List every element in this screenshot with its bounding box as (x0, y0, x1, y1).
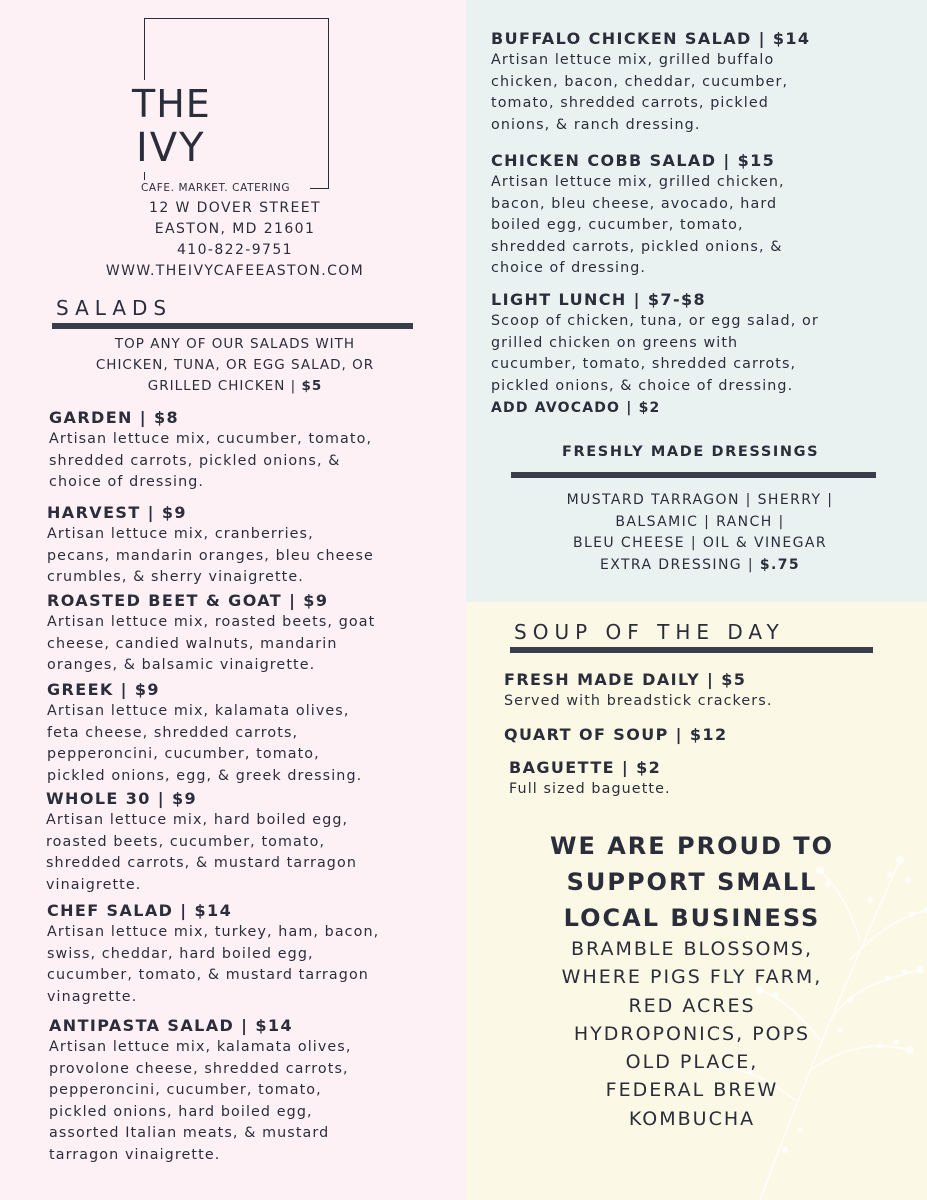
desc-line: boiled egg, cucumber, tomato, (491, 217, 744, 234)
partner-line: FEDERAL BREW (605, 1079, 779, 1102)
desc-line: vinaigrette. (46, 876, 142, 893)
menu-item-harvest (47, 502, 374, 589)
desc-line: Scoop of chicken, tuna, or egg salad, or (491, 313, 819, 329)
desc-line: pickled onions, egg, & greek dressing. (47, 767, 363, 784)
desc-line: shredded carrots, & mustard tarragon (46, 855, 357, 872)
desc-line: shredded carrots, pickled onions, & (491, 238, 783, 255)
desc-line: roasted beets, cucumber, tomato, (46, 833, 326, 850)
desc-line: Artisan lettuce mix, roasted beets, goat (47, 614, 376, 630)
desc-line: Artisan lettuce mix, kalamata olives, (47, 703, 350, 719)
menu-item-greek (47, 679, 362, 787)
partner-line: HYDROPONICS, POPS (573, 1022, 811, 1045)
desc-line: provolone cheese, shredded carrots, (49, 1060, 349, 1077)
item-name: CHICKEN COBB SALAD | $15 (491, 151, 776, 170)
address-phone: 410-822-9751 (177, 242, 293, 258)
desc-line: cucumber, tomato, shredded carrots, (491, 356, 797, 373)
desc-line: Artisan lettuce mix, kalamata olives, (49, 1039, 352, 1055)
dressing-extra (540, 555, 860, 577)
menu-item-quart-of-soup (504, 724, 728, 746)
desc-line: assorted Italian meats, & mustard (49, 1125, 330, 1142)
desc-line: crumbles, & sherry vinaigrette. (47, 569, 304, 586)
desc-line: pecans, mandarin oranges, bleu cheese (47, 547, 374, 564)
desc-line: vinagrette. (47, 988, 138, 1005)
dressing-line: BLEU CHEESE | OIL & VINEGAR (572, 535, 828, 551)
note-line: CHICKEN, TUNA, OR EGG SALAD, OR (95, 357, 375, 373)
note-price: $5 (301, 378, 323, 394)
desc-line: feta cheese, shredded carrots, (47, 724, 299, 741)
desc-line: chicken, bacon, cheddar, cucumber, (491, 73, 789, 90)
desc-line: oranges, & balsamic vinaigrette. (47, 657, 316, 674)
headline-line: LOCAL BUSINESS (563, 904, 821, 932)
logo-ivy: IVY (136, 125, 206, 171)
desc-line: pepperoncini, cucumber, tomato, (49, 1082, 322, 1099)
add-avocado: ADD AVOCADO | $2 (491, 400, 661, 417)
desc-line: onions, & ranch dressing. (491, 116, 701, 133)
address-website: WWW.THEIVYCAFEEASTON.COM (105, 263, 365, 279)
item-desc (49, 1037, 352, 1167)
dressing-extra-label: EXTRA DRESSING | (599, 556, 760, 573)
desc-line: grilled chicken on greens with (491, 334, 739, 351)
menu-item-antipasta-salad (49, 1015, 352, 1167)
item-name: FRESH MADE DAILY | $5 (504, 670, 747, 689)
menu-item-baguette (509, 757, 671, 801)
menu-item-fresh-made-daily (504, 669, 772, 713)
salads-rule (52, 323, 413, 329)
desc-line: pickled onions, & choice of dressing. (491, 377, 794, 394)
note-line-text: GRILLED CHICKEN | (147, 378, 302, 394)
partner-line: WHERE PIGS FLY FARM, (561, 966, 823, 989)
item-name: QUART OF SOUP | $12 (504, 725, 728, 744)
desc-line: pepperoncini, cucumber, tomato, (47, 746, 320, 763)
item-desc (47, 612, 375, 677)
salads-topping-note (40, 334, 430, 397)
note-line: TOP ANY OF OUR SALADS WITH (114, 336, 356, 352)
item-desc: Served with breadstick crackers. (504, 693, 773, 709)
partners-list (520, 935, 864, 1133)
item-desc (491, 172, 785, 280)
item-desc (491, 50, 810, 136)
menu-item-light-lunch (491, 289, 819, 419)
item-name: HARVEST | $9 (47, 503, 187, 522)
desc-line: Artisan lettuce mix, turkey, ham, bacon, (47, 924, 380, 940)
desc-line: Artisan lettuce mix, grilled buffalo (491, 52, 775, 68)
item-desc (47, 701, 362, 787)
partner-line: OLD PLACE, (625, 1051, 759, 1074)
menu-item-roasted-beet (47, 590, 375, 677)
item-desc (47, 524, 374, 589)
dressings-list (540, 490, 860, 576)
desc-line: Artisan lettuce mix, cucumber, tomato, (49, 431, 373, 447)
desc-line: pickled onions, hard boiled egg, (49, 1103, 313, 1120)
dressings-title: FRESHLY MADE DRESSINGS (562, 444, 820, 460)
logo-the: THE (132, 82, 211, 126)
dressing-line: BALSAMIC | RANCH | (615, 513, 785, 530)
dressing-extra-price: $.75 (759, 556, 801, 573)
item-desc (46, 810, 357, 896)
item-desc (47, 922, 379, 1008)
headline-line: WE ARE PROUD TO (549, 832, 835, 860)
desc-line: cheese, candied walnuts, mandarin (47, 635, 338, 652)
item-desc (49, 429, 372, 494)
desc-line: Artisan lettuce mix, grilled chicken, (491, 174, 785, 190)
address-city: EASTON, MD 21601 (154, 221, 316, 237)
desc-line: tarragon vinaigrette. (49, 1146, 221, 1163)
item-name: BUFFALO CHICKEN SALAD | $14 (491, 29, 811, 48)
partner-line: KOMBUCHA (628, 1107, 756, 1130)
item-name: ANTIPASTA SALAD | $14 (49, 1016, 293, 1035)
salads-title: SALADS (56, 296, 173, 320)
item-name: GARDEN | $8 (49, 408, 180, 427)
partner-line: RED ACRES (628, 994, 756, 1017)
desc-line: bacon, bleu cheese, avocado, hard (491, 195, 778, 212)
headline-line: SUPPORT SMALL (566, 868, 818, 896)
item-desc (491, 311, 819, 397)
desc-line: choice of dressing. (491, 260, 647, 277)
address-street: 12 W DOVER STREET (149, 200, 321, 216)
support-headline (520, 828, 864, 936)
soup-title: SOUP OF THE DAY (514, 620, 785, 644)
logo-tagline: CAFE. MARKET. CATERING (141, 182, 291, 194)
item-name: CHEF SALAD | $14 (47, 901, 233, 920)
desc-line: Artisan lettuce mix, hard boiled egg, (46, 812, 349, 828)
item-name: LIGHT LUNCH | $7-$8 (491, 290, 707, 309)
item-name: WHOLE 30 | $9 (46, 789, 198, 808)
menu-item-garden (49, 407, 372, 494)
menu-item-chef-salad (47, 900, 379, 1008)
item-name: GREEK | $9 (47, 680, 160, 699)
menu-item-whole30 (46, 788, 357, 896)
item-desc: Full sized baguette. (509, 781, 671, 797)
menu-item-buffalo-chicken-salad (491, 28, 810, 136)
desc-line: cucumber, tomato, & mustard tarragon (47, 967, 369, 984)
dressing-line: MUSTARD TARRAGON | SHERRY | (566, 492, 834, 508)
item-name: ROASTED BEET & GOAT | $9 (47, 591, 329, 610)
soup-rule (510, 647, 873, 653)
note-line (40, 376, 430, 397)
item-name: BAGUETTE | $2 (509, 758, 662, 777)
desc-line: tomato, shredded carrots, pickled (491, 95, 769, 112)
desc-line: Artisan lettuce mix, cranberries, (47, 526, 314, 542)
desc-line: shredded carrots, pickled onions, & (49, 452, 341, 469)
desc-line: choice of dressing. (49, 474, 205, 491)
menu-item-chicken-cobb-salad (491, 150, 785, 280)
dressings-rule (511, 472, 876, 478)
partner-line: BRAMBLE BLOSSOMS, (571, 938, 813, 960)
desc-line: swiss, cheddar, hard boiled egg, (47, 945, 314, 962)
